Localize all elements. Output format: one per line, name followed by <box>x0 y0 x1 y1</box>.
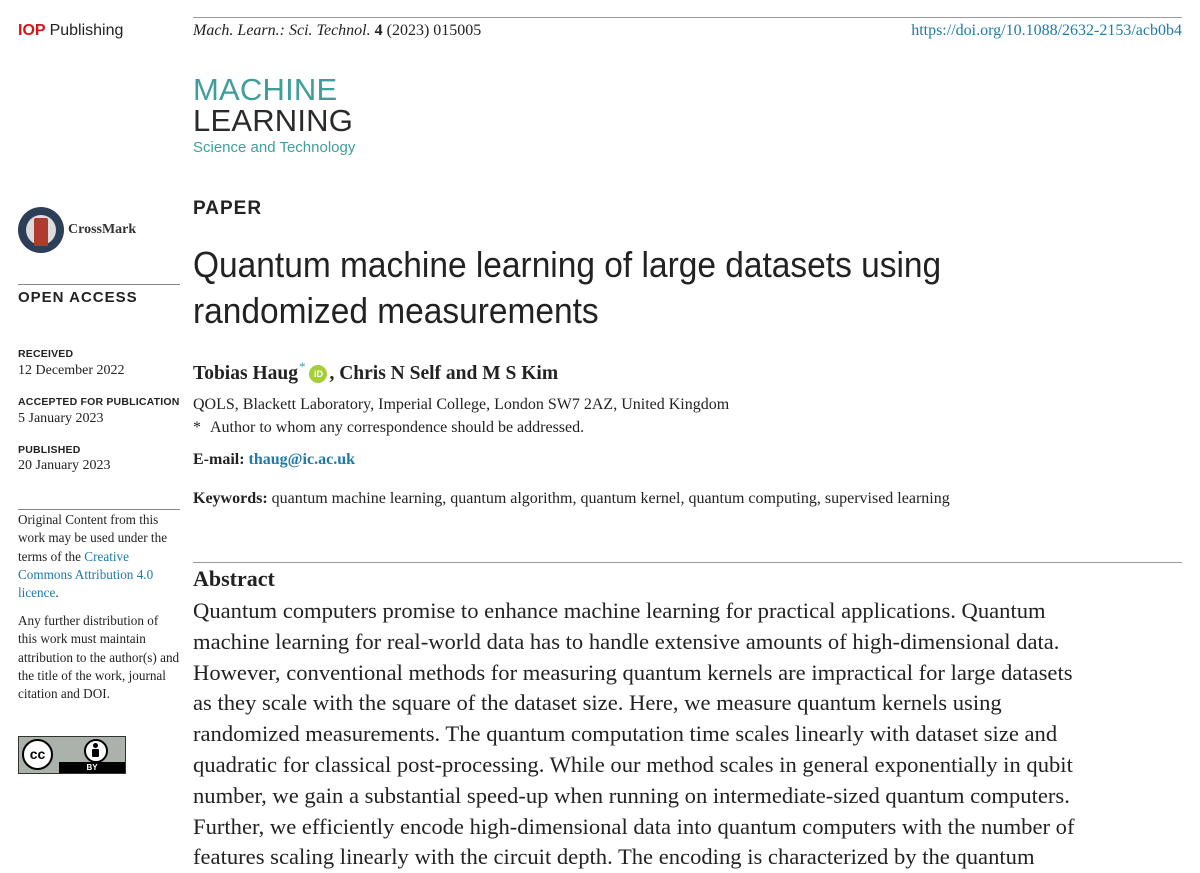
abstract-line: Further, we efficiently encode high-dimensional data into quantum computers with the number of <box>193 813 1075 839</box>
abstract-divider <box>193 562 1182 563</box>
first-author[interactable]: Tobias Haug <box>193 363 298 384</box>
crossmark-badge[interactable] <box>18 207 136 253</box>
journal-logo-line2: LEARNING <box>193 103 354 138</box>
sidebar-divider <box>18 284 180 285</box>
crossmark-label: CrossMark <box>68 222 137 237</box>
journal-logo-line1: MACHINE <box>193 72 338 107</box>
abstract-heading: Abstract <box>193 566 275 591</box>
abstract-line: randomized measurements. The quantum computation time scales linearly with dataset size and <box>193 721 1058 747</box>
publisher-logo[interactable] <box>18 22 123 40</box>
open-access-label: OPEN ACCESS <box>18 289 138 306</box>
journal-citation <box>193 22 481 40</box>
orcid-icon[interactable]: iD <box>309 365 327 383</box>
license-text: Original Content from this work may be used under the terms of the <box>18 512 168 564</box>
other-authors: , Chris N Self and M S Kim <box>329 363 559 384</box>
received-label: RECEIVED <box>18 348 74 360</box>
correspondence-mark: * <box>193 419 201 436</box>
header-rule <box>193 17 1182 18</box>
corresponding-author-mark: * <box>298 359 306 374</box>
crossmark-icon <box>18 207 64 253</box>
publisher-brand: IOP <box>18 22 46 39</box>
abstract-line: features scaling linearly with the circuit depth. The encoding is characterized by the quantum <box>193 844 1035 870</box>
abstract-line: number, we gain a substantial speed-up when running on intermediate-sized quantum computers. <box>193 782 1070 808</box>
journal-year-article: (2023) 015005 <box>386 22 482 39</box>
license-statement <box>18 511 180 602</box>
doi-link[interactable]: https://doi.org/10.1088/2632-2153/acb0b4 <box>911 22 1182 39</box>
abstract-line: as they scale with the square of the dataset size. Here, we measure quantum kernels using <box>193 690 1002 716</box>
email-line <box>193 451 355 469</box>
abstract-line: However, conventional methods for measuring quantum kernels are impractical for large datasets <box>193 659 1073 685</box>
abstract-line: machine learning for real-world data has to handle extensive amounts of high-dimensional data. <box>193 628 1060 654</box>
publisher-name: Publishing <box>49 22 124 39</box>
abstract-line: Quantum computers promise to enhance machine learning for practical applications. Quantum <box>193 598 1046 623</box>
email-label: E-mail: <box>193 451 245 468</box>
journal-abbrev: Mach. Learn.: Sci. Technol. <box>193 22 371 39</box>
paper-type-label: PAPER <box>193 198 263 219</box>
cc-icon: cc <box>22 739 53 770</box>
email-link[interactable]: thaug@ic.ac.uk <box>248 451 355 468</box>
correspondence-text: Author to whom any correspondence should be addressed. <box>210 419 585 436</box>
sidebar-divider <box>18 509 180 510</box>
accepted-label: ACCEPTED FOR PUBLICATION <box>18 396 180 408</box>
paper-title: Quantum machine learning of large datasets using randomized measurements <box>193 244 942 331</box>
license-link[interactable]: Creative Commons Attribution 4.0 licence <box>18 548 154 601</box>
correspondence-note <box>193 419 584 437</box>
abstract-line: quadratic for classical post-processing. While our method scales in general exponentially in qubit <box>193 751 1073 777</box>
affiliation: QOLS, Blackett Laboratory, Imperial College, London SW7 2AZ, United Kingdom <box>193 396 730 413</box>
journal-logo <box>193 74 355 158</box>
keywords-line <box>193 490 950 508</box>
author-list <box>193 359 559 385</box>
cc-by-badge[interactable] <box>18 736 126 774</box>
abstract-body <box>193 596 1188 873</box>
published-label: PUBLISHED <box>18 444 81 456</box>
keywords-text: quantum machine learning, quantum algorithm, quantum kernel, quantum computing, supervised learning <box>271 490 950 507</box>
received-date: 12 December 2022 <box>18 363 125 378</box>
journal-volume: 4 <box>374 22 383 39</box>
published-date: 20 January 2023 <box>18 458 111 473</box>
accepted-date: 5 January 2023 <box>18 411 104 426</box>
keywords-label: Keywords: <box>193 490 268 507</box>
journal-logo-line3: Science and Technology <box>193 139 356 156</box>
attribution-person-icon <box>84 739 108 763</box>
license-text-end: . <box>55 585 59 601</box>
by-label: BY <box>59 762 125 773</box>
distribution-statement: Any further distribution of this work must maintain attribution to the author(s) and the title of the work, journal citation and DOI. <box>18 613 180 702</box>
